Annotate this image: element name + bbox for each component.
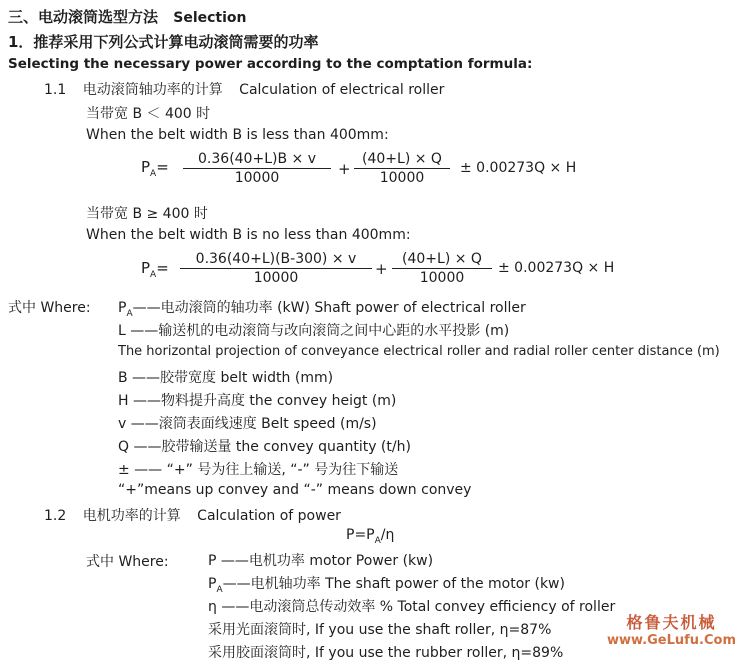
formula-1-lhs-sub: A <box>150 169 157 179</box>
formula-1-numerator-1: 0.36(40+L)B × v <box>183 150 331 169</box>
where-l: L ——输送机的电动滚筒与改向滚筒之间中心距的水平投影 (m) <box>118 323 510 339</box>
condition-2-en: When the belt width B is no less than 400mm: <box>86 227 411 243</box>
where-h: H ——物料提升高度 the convey heigt (m) <box>118 393 397 409</box>
where-label: 式中 Where: <box>8 300 91 316</box>
section-title <box>8 6 247 27</box>
formula-2-lhs-sub: A <box>150 270 157 280</box>
formula-1-plus: + <box>338 160 351 178</box>
subsection-number: 1.2 <box>44 508 67 524</box>
subsection-title-cn: 电机功率的计算 <box>82 508 181 524</box>
formula-1-tail: ± 0.00273Q × H <box>460 160 577 176</box>
where-q: Q ——胶带输送量 the convey quantity (t/h) <box>118 439 411 455</box>
subsection-title-en: Calculation of electrical roller <box>239 82 445 98</box>
watermark-url: www.GeLufu.Com <box>606 633 736 648</box>
formula-2-denominator-2: 10000 <box>419 270 465 286</box>
where-pa-text: ——电动滚筒的轴功率 (kW) Shaft power of electrical roller <box>132 300 526 316</box>
formula-2-equals: = <box>156 259 169 277</box>
formula-2-denominator-1: 10000 <box>253 270 299 286</box>
where-plus-minus: ± —— “+” 号为往上输送, “-” 号为往下输送 <box>118 462 399 478</box>
where-pa-motor-text: ——电机轴功率 The shaft power of the motor (kw) <box>222 576 565 592</box>
where-pa-symbol: P <box>118 300 127 316</box>
heading-en: Selecting the necessary power according to the comptation formula: <box>8 56 533 72</box>
formula-1-equals: = <box>156 158 169 176</box>
condition-1-en: When the belt width B is less than 400mm: <box>86 127 389 143</box>
subsection-title-en: Calculation of power <box>197 508 341 524</box>
where-plus-minus-en: “+”means up convey and “-” means down convey <box>118 482 472 498</box>
formula-1-lhs <box>141 158 169 179</box>
subsection-1-1 <box>44 79 444 99</box>
formula-2-plus: + <box>375 260 388 278</box>
condition-1-cn: 当带宽 B ＜ 400 时 <box>86 106 211 122</box>
power-formula-sub: A <box>374 535 381 546</box>
formula-1-numerator-2: (40+L) × Q <box>354 150 450 169</box>
formula-2-fraction-1 <box>180 250 372 287</box>
where-l-en: The horizontal projection of conveyance electrical roller and radial roller center distance (m) <box>118 344 720 359</box>
formula-2-tail: ± 0.00273Q × H <box>498 260 615 276</box>
heading-cn: 1．推荐采用下列公式计算电动滚筒需要的功率 <box>8 33 319 51</box>
watermark-cn: 格鲁夫机械 <box>626 613 717 632</box>
condition-2-cn: 当带宽 B ≥ 400 时 <box>86 206 208 222</box>
power-formula <box>346 527 394 546</box>
formula-2-lhs <box>141 259 169 280</box>
formula-1-fraction-1 <box>183 150 331 187</box>
subsection-number: 1.1 <box>44 82 67 98</box>
watermark <box>607 610 736 648</box>
where-pa-sub: A <box>126 308 133 319</box>
shaft-roller-efficiency: 采用光面滚筒时, If you use the shaft roller, η=87% <box>208 622 552 638</box>
where-v: v ——滚筒表面线速度 Belt speed (m/s) <box>118 416 377 432</box>
formula-2-fraction-2 <box>392 250 492 287</box>
where-pa-motor-symbol: P <box>208 576 217 592</box>
power-formula-left: P=P <box>346 527 375 543</box>
where-eta: η ——电动滚筒总传动效率 % Total convey efficiency of roller <box>208 599 616 615</box>
rubber-roller-efficiency: 采用胶面滚筒时, If you use the rubber roller, η=89% <box>208 645 564 661</box>
where-pa-motor-sub: A <box>216 584 223 595</box>
formula-2-numerator-2: (40+L) × Q <box>392 250 492 269</box>
where-pa-motor <box>208 573 565 595</box>
formula-2-numerator-1: 0.36(40+L)(B-300) × v <box>180 250 372 269</box>
where-p-motor: P ——电机功率 motor Power (kw) <box>208 553 434 569</box>
subsection-title-cn: 电动滚筒轴功率的计算 <box>82 82 223 98</box>
power-formula-right: /η <box>380 527 395 543</box>
section-title-cn: 三、电动滚筒选型方法 <box>8 8 159 26</box>
where-pa <box>118 297 526 319</box>
formula-1-lhs-symbol: P <box>141 158 151 176</box>
where-label-2: 式中 Where: <box>86 554 169 570</box>
where-b: B ——胶带宽度 belt width (mm) <box>118 370 334 386</box>
formula-1-denominator-2: 10000 <box>379 170 425 186</box>
subsection-1-2 <box>44 505 341 525</box>
formula-1-fraction-2 <box>354 150 450 187</box>
formula-2-lhs-symbol: P <box>141 259 151 277</box>
section-title-en: Selection <box>173 10 247 26</box>
formula-1-denominator-1: 10000 <box>234 170 280 186</box>
